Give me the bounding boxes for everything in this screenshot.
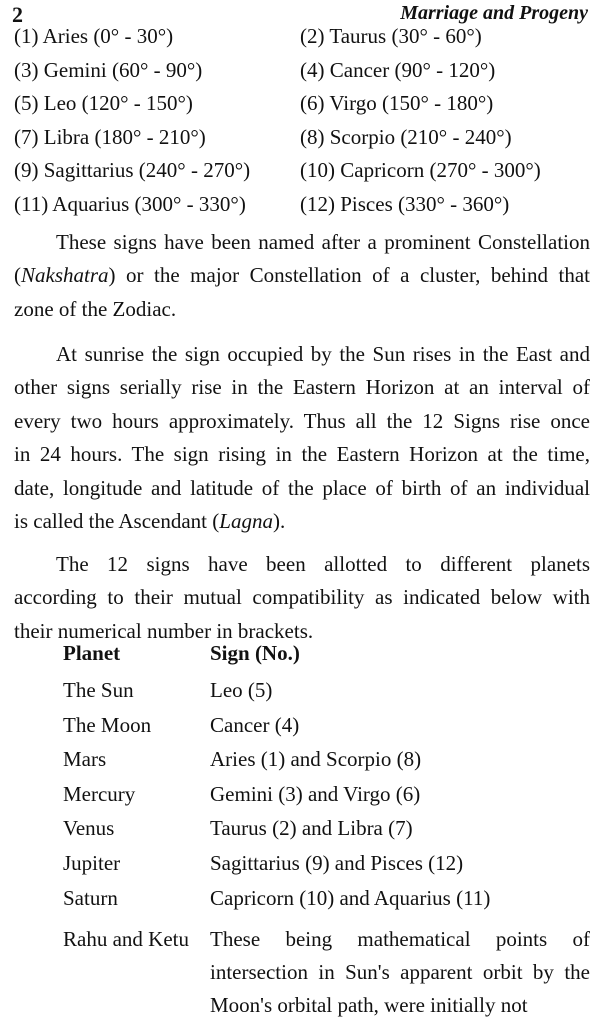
text-line: Moon's orbital path, were initially not <box>210 993 528 1018</box>
text-line: their numerical number in brackets. <box>14 618 314 643</box>
text-line: At sunrise the sign occupied by the Sun rises in the East and <box>56 342 590 366</box>
header-planet: Planet <box>63 641 121 665</box>
sign-entry: (3) Gemini (60° - 90°) <box>14 57 203 82</box>
sign-cell: Taurus (2) and Libra (7) <box>210 816 413 841</box>
planet-cell: Saturn <box>63 885 118 910</box>
paragraph-2 <box>14 338 590 538</box>
sign-entry: (7) Libra (180° - 210°) <box>14 124 206 149</box>
sign-entry: (10) Capricorn (270° - 300°) <box>300 158 541 183</box>
page-number: 2 <box>12 2 23 27</box>
sign-entry: (2) Taurus (30° - 60°) <box>300 24 482 48</box>
planet-cell: The Sun <box>63 678 134 702</box>
sign-entry: (4) Cancer (90° - 120°) <box>300 57 496 82</box>
header-sign: Sign (No.) <box>210 641 300 665</box>
planet-sign-table <box>63 633 593 1018</box>
sign-entry: (6) Virgo (150° - 180°) <box>300 91 494 116</box>
sign-entry: (5) Leo (120° - 150°) <box>14 91 193 116</box>
text-line: is called the Ascendant (Lagna). <box>14 508 286 533</box>
text-line: every two hours approximately. Thus all the 12 Signs rise once <box>14 408 590 433</box>
sign-row <box>14 154 594 188</box>
sign-cell: Aries (1) and Scorpio (8) <box>210 747 422 772</box>
sign-row <box>14 188 594 222</box>
planet-cell: Venus <box>63 816 115 841</box>
sign-cell <box>210 923 590 1022</box>
text-line: zone of the Zodiac. <box>14 296 177 321</box>
text-line: date, longitude and latitude of the place of birth of an individual <box>14 475 590 500</box>
sign-row <box>14 121 594 155</box>
text-line: other signs serially rise in the Eastern Horizon at an interval of <box>14 375 590 400</box>
table-row <box>63 811 593 846</box>
table-header <box>63 633 593 673</box>
text-line: These signs have been named after a prominent Constellation <box>56 230 590 254</box>
table-row <box>63 673 593 708</box>
sign-cell: Leo (5) <box>210 678 273 702</box>
sign-entry: (11) Aquarius (300° - 330°) <box>14 191 246 216</box>
sign-row <box>14 20 594 54</box>
sign-row <box>14 87 594 121</box>
table-row <box>63 777 593 812</box>
text-line: intersection in Sun's apparent orbit by the <box>210 960 590 985</box>
sign-entry: (9) Sagittarius (240° - 270°) <box>14 158 251 183</box>
sign-row <box>14 54 594 88</box>
planet-cell: The Moon <box>63 712 152 737</box>
table-row <box>63 881 593 916</box>
sign-entry: (1) Aries (0° - 30°) <box>14 24 174 48</box>
planet-cell: Mars <box>63 747 107 772</box>
text-line: in 24 hours. The sign rising in the Eastern Horizon at the time, <box>14 442 590 467</box>
sign-cell: Capricorn (10) and Aquarius (11) <box>210 885 491 910</box>
text-line: (Nakshatra) or the major Constellation of a cluster, behind that <box>14 263 590 288</box>
sign-cell: Sagittarius (9) and Pisces (12) <box>210 850 464 875</box>
table-row <box>63 708 593 743</box>
text-line: The 12 signs have been allotted to different planets <box>56 552 590 576</box>
planet-cell: Mercury <box>63 781 136 806</box>
sign-entry: (12) Pisces (330° - 360°) <box>300 191 510 216</box>
table-row <box>63 742 593 777</box>
text-line: according to their mutual compatibility as indicated below with <box>14 585 590 610</box>
zodiac-sign-list <box>14 20 594 222</box>
planet-cell: Rahu and Ketu <box>63 927 189 952</box>
sign-entry: (8) Scorpio (210° - 240°) <box>300 124 512 149</box>
planet-cell: Jupiter <box>63 850 121 875</box>
text-line: These being mathematical points of <box>210 927 590 952</box>
sign-cell: Cancer (4) <box>210 712 300 737</box>
paragraph-1 <box>14 226 590 326</box>
sign-cell: Gemini (3) and Virgo (6) <box>210 781 421 806</box>
table-row <box>63 846 593 881</box>
running-title: Marriage and Progeny <box>400 2 588 24</box>
